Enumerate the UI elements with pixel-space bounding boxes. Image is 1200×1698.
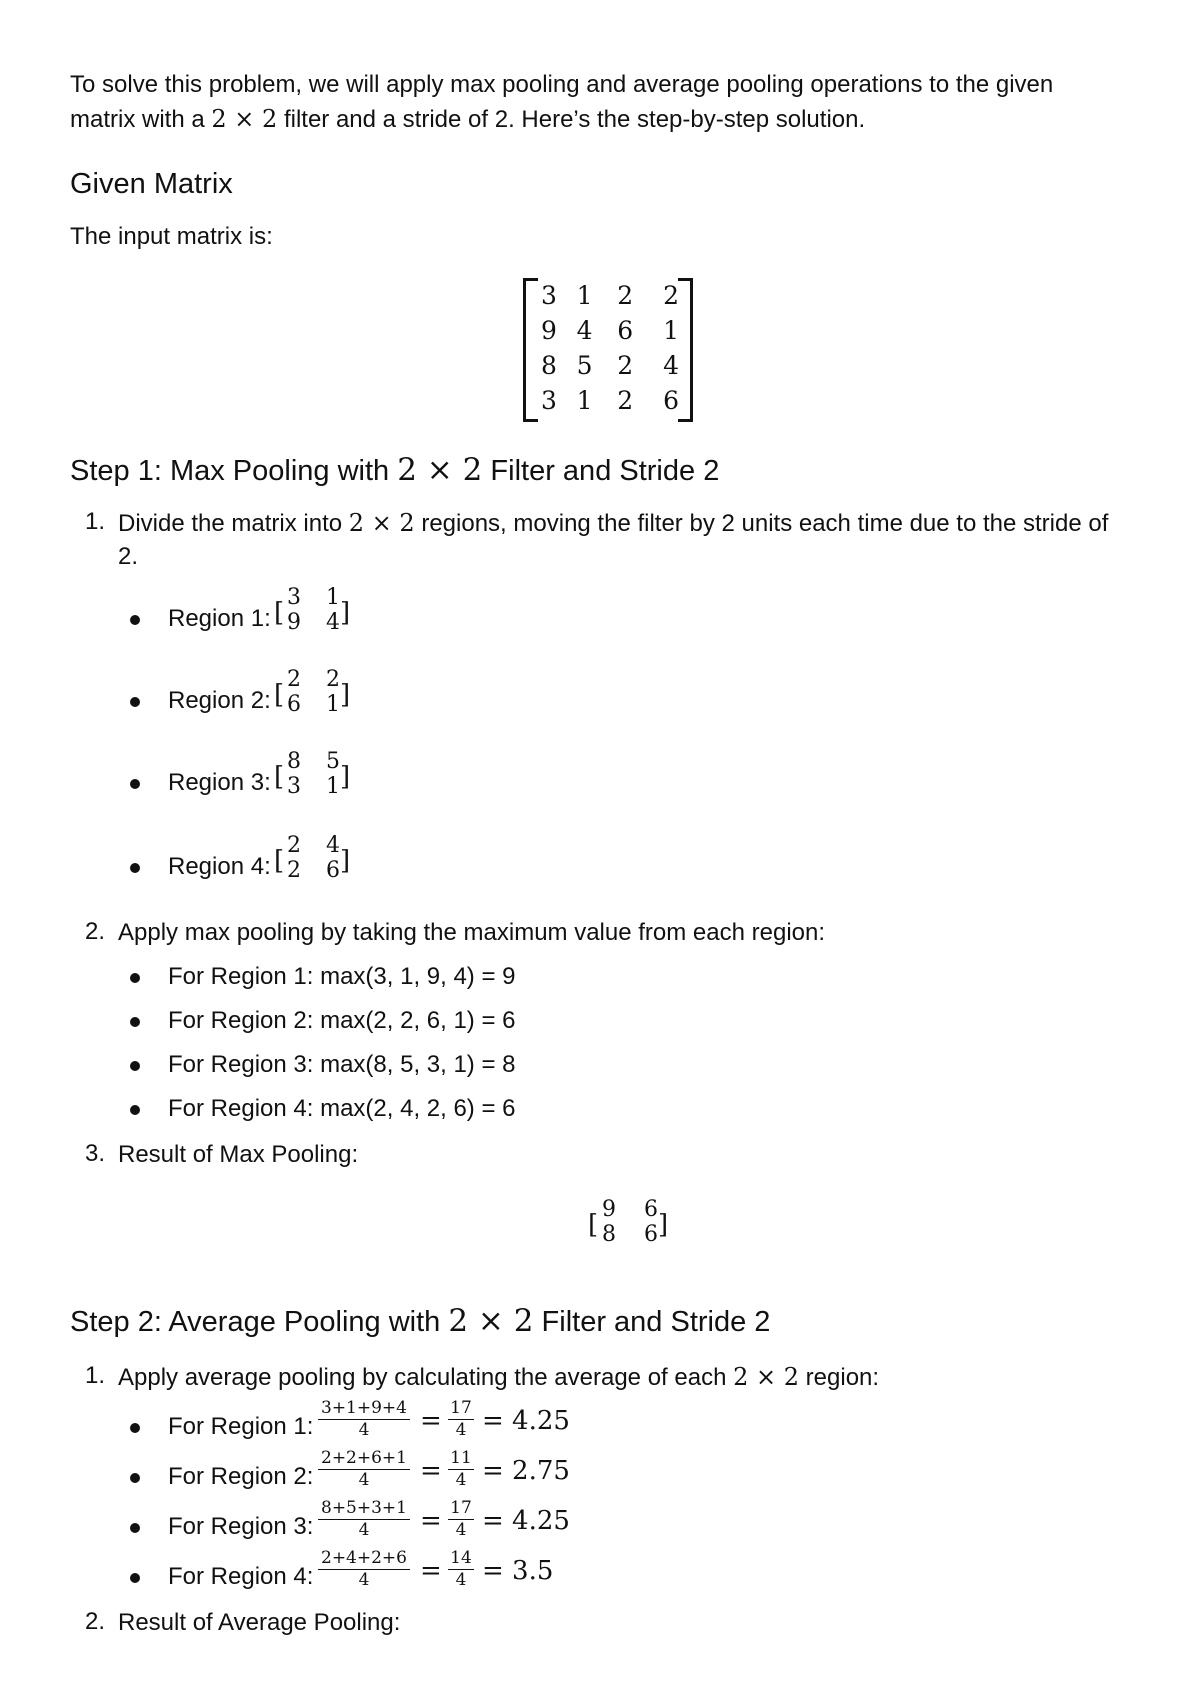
- simplified-fraction: [448, 1448, 474, 1489]
- given-text: The input matrix is:: [70, 223, 273, 250]
- bracket-left: [: [274, 762, 285, 792]
- step2-heading-math: 2 × 2: [448, 1303, 534, 1339]
- bullet-dot: [130, 1061, 140, 1071]
- step1-item3-text: Result of Max Pooling:: [118, 1141, 359, 1168]
- matrix-cell: 3: [541, 281, 557, 310]
- region-matrix: [274, 667, 354, 721]
- equals-sign: =: [420, 1506, 442, 1536]
- matrix-cell: 6: [663, 386, 679, 415]
- matrix-value: 6: [644, 1197, 658, 1222]
- max-result: For Region 3: max(8, 5, 3, 1) = 8: [168, 1051, 516, 1078]
- region-label: Region 1:: [168, 605, 271, 632]
- matrix-value: 3: [287, 585, 301, 610]
- bullet-dot: [130, 973, 140, 983]
- matrix-value: 6: [644, 1222, 658, 1247]
- step2-item1-text-b: region:: [799, 1364, 880, 1391]
- equals-sign: =: [420, 1556, 442, 1586]
- matrix-cell: 4: [576, 316, 593, 345]
- matrix-value: 2: [287, 833, 301, 858]
- region-label: Region 4:: [168, 853, 271, 880]
- intro-text-b: filter and a stride of 2. Here’s the step-by-step solution.: [277, 106, 866, 133]
- step2-item1-text: [118, 1360, 879, 1395]
- matrix-value: 2: [287, 667, 301, 692]
- simplified-fraction: [448, 1498, 474, 1539]
- bracket-right: ]: [340, 846, 351, 876]
- step1-heading-b: Filter and Stride 2: [482, 455, 720, 487]
- matrix-cell: 4: [663, 351, 679, 380]
- bracket-left: [: [274, 598, 285, 628]
- average-result: = 2.75: [482, 1456, 570, 1486]
- matrix-right-bracket: [678, 278, 693, 422]
- bullet-dot: [130, 1573, 140, 1583]
- matrix-value: 9: [287, 610, 301, 635]
- matrix-row: [537, 313, 679, 348]
- intro-text-a: matrix with a: [70, 106, 212, 133]
- matrix-value: 9: [602, 1197, 616, 1222]
- fraction-denominator: 4: [455, 1570, 467, 1590]
- region-matrix: [274, 749, 354, 803]
- list-number: 2.: [85, 918, 106, 945]
- matrix-value: 1: [326, 585, 340, 610]
- bullet-dot: [130, 863, 140, 873]
- step2-heading-b: Filter and Stride 2: [533, 1306, 771, 1338]
- step2-heading-a: Step 2: Average Pooling with: [70, 1306, 449, 1338]
- matrix-cell: 2: [617, 386, 634, 415]
- intro-line-1: To solve this problem, we will apply max pooling and average pooling operations to the given: [70, 71, 1054, 98]
- input-matrix: [523, 278, 693, 418]
- bullet-dot: [130, 1423, 140, 1433]
- matrix-cell: 1: [576, 281, 593, 310]
- max-result: For Region 4: max(2, 4, 2, 6) = 6: [168, 1095, 516, 1122]
- bracket-right: ]: [340, 680, 351, 710]
- matrix-value: 1: [326, 692, 340, 717]
- bracket-right: ]: [340, 598, 351, 628]
- fraction-denominator: 4: [358, 1470, 370, 1490]
- fraction-numerator: 14: [450, 1548, 472, 1568]
- bullet-dot: [130, 615, 140, 625]
- matrix-value: 8: [287, 749, 301, 774]
- average-result: = 4.25: [482, 1406, 570, 1436]
- average-label: For Region 3:: [168, 1513, 314, 1540]
- matrix-value: 6: [287, 692, 301, 717]
- matrix-value: 3: [287, 774, 301, 799]
- region-label: Region 3:: [168, 769, 271, 796]
- bracket-right: ]: [340, 762, 351, 792]
- max-result: For Region 1: max(3, 1, 9, 4) = 9: [168, 963, 516, 990]
- step1-item2-text: Apply max pooling by taking the maximum value from each region:: [118, 919, 826, 946]
- average-label: For Region 2:: [168, 1463, 314, 1490]
- matrix-cell: 1: [663, 316, 679, 345]
- fraction-denominator: 4: [358, 1570, 370, 1590]
- step2-item2-text: Result of Average Pooling:: [118, 1609, 401, 1636]
- matrix-left-bracket: [523, 278, 538, 422]
- fraction-numerator: 11: [450, 1448, 472, 1468]
- matrix-cell: 2: [617, 351, 634, 380]
- max-result: For Region 2: max(2, 2, 6, 1) = 6: [168, 1007, 516, 1034]
- list-number: 1.: [85, 508, 106, 535]
- bracket-left: [: [274, 846, 285, 876]
- bracket-right: ]: [658, 1210, 669, 1240]
- matrix-cell: 8: [541, 351, 557, 380]
- matrix-cell: 1: [576, 386, 593, 415]
- step1-item1-math: 2 × 2: [348, 509, 415, 537]
- bullet-dot: [130, 779, 140, 789]
- intro-math: 2 × 2: [211, 105, 278, 133]
- bullet-dot: [130, 1105, 140, 1115]
- bullet-dot: [130, 1523, 140, 1533]
- step1-heading-math: 2 × 2: [397, 452, 483, 488]
- step1-item1-line2: 2.: [118, 543, 139, 570]
- matrix-row: [537, 383, 679, 418]
- matrix-row: [537, 348, 679, 383]
- step1-heading: [70, 452, 719, 488]
- matrix-cell: 6: [617, 316, 634, 345]
- simplified-fraction: [448, 1398, 474, 1439]
- region-matrix: [274, 585, 354, 639]
- step2-item1-text-a: Apply average pooling by calculating the average of each: [118, 1364, 734, 1391]
- fraction-denominator: 4: [358, 1420, 370, 1440]
- bullet-dot: [130, 1473, 140, 1483]
- matrix-cell: 2: [663, 281, 679, 310]
- equals-sign: =: [420, 1456, 442, 1486]
- matrix-value: 5: [326, 749, 340, 774]
- list-number: 3.: [85, 1140, 106, 1167]
- average-label: For Region 1:: [168, 1413, 314, 1440]
- matrix-value: 1: [326, 774, 340, 799]
- fraction-denominator: 4: [455, 1520, 467, 1540]
- matrix-value: 6: [326, 858, 340, 883]
- average-label: For Region 4:: [168, 1563, 314, 1590]
- bullet-dot: [130, 697, 140, 707]
- bracket-left: [: [588, 1210, 599, 1240]
- list-number: 2.: [85, 1608, 106, 1635]
- matrix-cell: 9: [541, 316, 557, 345]
- average-result: = 4.25: [482, 1506, 570, 1536]
- matrix-value: 4: [326, 610, 340, 635]
- matrix-value: 2: [326, 667, 340, 692]
- given-heading: Given Matrix: [70, 168, 233, 200]
- matrix-cell: 3: [541, 386, 557, 415]
- fraction-denominator: 4: [455, 1470, 467, 1490]
- step1-heading-a: Step 1: Max Pooling with: [70, 455, 398, 487]
- matrix-value: 4: [326, 833, 340, 858]
- region-matrix: [274, 833, 354, 887]
- simplified-fraction: [448, 1548, 474, 1589]
- matrix-value: 2: [287, 858, 301, 883]
- step2-item1-math: 2 × 2: [733, 1363, 799, 1391]
- list-number: 1.: [85, 1362, 106, 1389]
- fraction-denominator: 4: [358, 1520, 370, 1540]
- matrix-row: [537, 278, 679, 313]
- matrix-cell: 2: [617, 281, 634, 310]
- intro-line-2: [70, 102, 865, 137]
- fraction-numerator: 2+4+2+6: [321, 1548, 407, 1568]
- region-label: Region 2:: [168, 687, 271, 714]
- matrix-value: 8: [602, 1222, 616, 1247]
- equals-sign: =: [420, 1406, 442, 1436]
- fraction-denominator: 4: [455, 1420, 467, 1440]
- fraction-numerator: 2+2+6+1: [321, 1448, 407, 1468]
- average-fraction: [318, 1548, 410, 1589]
- average-fraction: [318, 1398, 410, 1439]
- fraction-numerator: 17: [450, 1498, 472, 1518]
- max-pool-result-matrix: [588, 1197, 668, 1251]
- fraction-numerator: 17: [450, 1398, 472, 1418]
- fraction-numerator: 3+1+9+4: [321, 1398, 407, 1418]
- step2-heading: [70, 1303, 770, 1339]
- average-fraction: [318, 1498, 410, 1539]
- bracket-left: [: [274, 680, 285, 710]
- step1-item1-text-b: regions, moving the filter by 2 units each time due to the stride of: [414, 510, 1109, 537]
- step1-item1-line1: [118, 506, 1108, 541]
- average-result: = 3.5: [482, 1556, 554, 1586]
- fraction-numerator: 8+5+3+1: [321, 1498, 407, 1518]
- step1-item1-text-a: Divide the matrix into: [118, 510, 349, 537]
- bullet-dot: [130, 1017, 140, 1027]
- matrix-cell: 5: [576, 351, 593, 380]
- average-fraction: [318, 1448, 410, 1489]
